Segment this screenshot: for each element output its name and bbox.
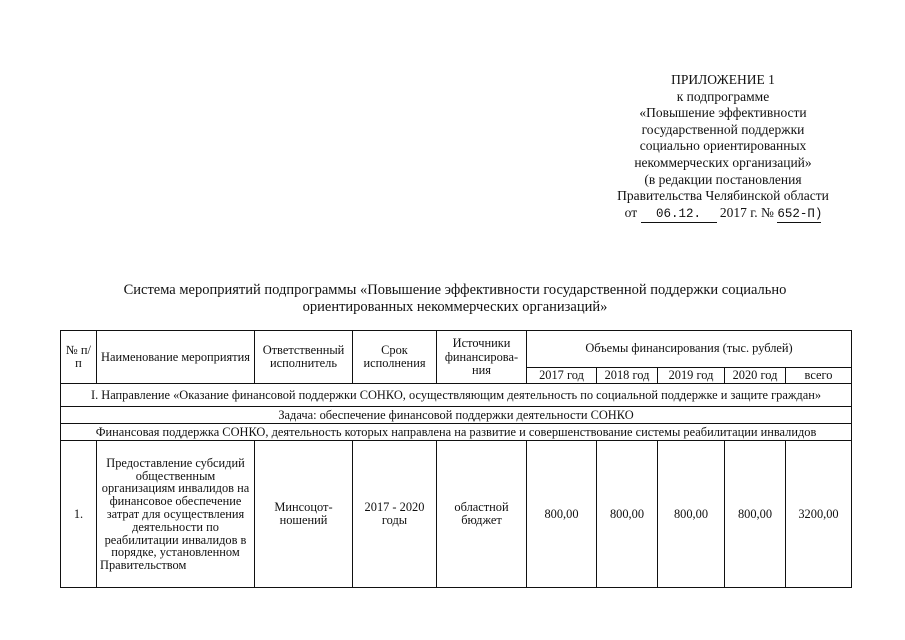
title-line-1: Система мероприятий подпрограммы «Повышение эффективности государственной поддержки социально [123, 282, 787, 298]
header-volumes: Объемы финансирования (тыс. рублей) [527, 331, 852, 368]
appendix-line: (в редакции постановления [644, 171, 802, 187]
program-row [61, 424, 852, 441]
activities-table [60, 330, 852, 588]
task-text: Задача: обеспечение финансовой поддержки деятельности СОНКО [61, 407, 852, 424]
appendix-line: социально ориентированных [639, 138, 807, 154]
header-year: 2018 год [597, 368, 658, 384]
appendix-line: Правительства Челябинской области [617, 188, 829, 204]
row-term: 2017 - 2020 годы [353, 441, 437, 588]
year-label: 2017 г. № [719, 204, 774, 220]
header-term: Срок исполнения [353, 331, 437, 384]
direction-text: I. Направление «Оказание финансовой поддержки СОНКО, осуществляющим деятельность по социальной поддержке и защите граждан» [61, 384, 852, 407]
row-value-2020: 800,00 [725, 441, 786, 588]
row-source: областной бюджет [437, 441, 527, 588]
direction-row [61, 384, 852, 407]
header-year: 2017 год [527, 368, 597, 384]
row-executor: Минсоцот-ношений [255, 441, 353, 588]
resolution-date: 06.12. [641, 206, 717, 224]
row-value-2019: 800,00 [658, 441, 725, 588]
row-value-2018: 800,00 [597, 441, 658, 588]
header-row [61, 331, 852, 368]
resolution-number: 652-П) [777, 206, 821, 224]
appendix-block [598, 72, 848, 223]
row-name: Предоставление субсидий общественным организациям инвалидов на финансовое обеспечение затрат для осуществления деятельности по реабилитации инвалидов в порядке, установленном Правительством [97, 441, 255, 588]
header-total: всего [786, 368, 852, 384]
header-executor: Ответственный исполнитель [255, 331, 353, 384]
ot-label: от [624, 204, 638, 220]
header-name: Наименование мероприятия [97, 331, 255, 384]
header-num: № п/п [61, 331, 97, 384]
header-year: 2019 год [658, 368, 725, 384]
header-year: 2020 год [725, 368, 786, 384]
program-text: Финансовая поддержка СОНКО, деятельность которых направлена на развитие и совершенствование системы реабилитации инвалидов [61, 424, 852, 441]
row-value-2017: 800,00 [527, 441, 597, 588]
appendix-line: некоммерческих организаций» [634, 154, 812, 170]
title-line-2: ориентированных некоммерческих организаций» [302, 299, 608, 315]
document-title [60, 282, 850, 316]
appendix-line: «Повышение эффективности [639, 105, 807, 121]
appendix-line: государственной поддержки [641, 121, 805, 137]
row-number: 1. [61, 441, 97, 588]
task-row [61, 407, 852, 424]
appendix-line: к подпрограмме [676, 88, 770, 104]
row-value-total: 3200,00 [786, 441, 852, 588]
appendix-title: ПРИЛОЖЕНИЕ 1 [671, 72, 775, 87]
resolution-date-number [598, 205, 848, 224]
header-sources: Источники финансирова-ния [437, 331, 527, 384]
table-row [61, 441, 852, 588]
